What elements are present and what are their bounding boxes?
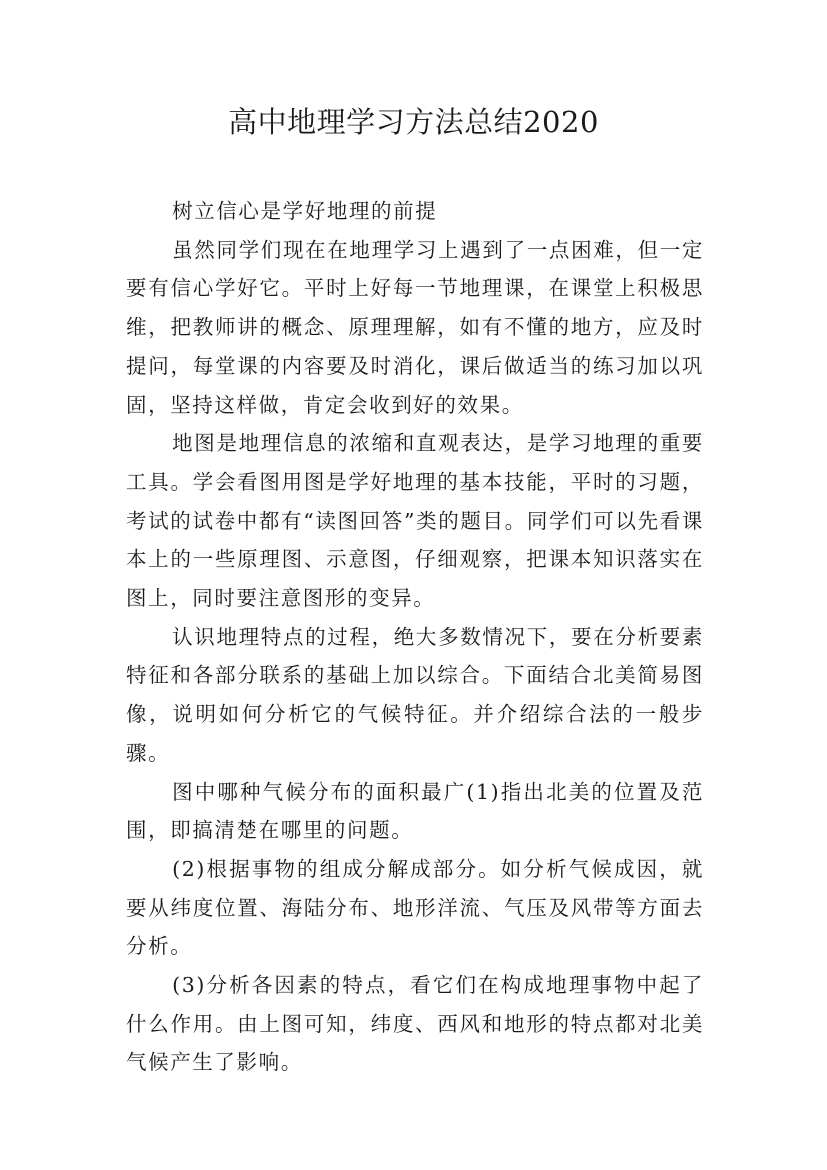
paragraph: (3)分析各因素的特点，看它们在构成地理事物中起了什么作用。由上图可知，纬度、西风和地形的特点都对北美气候产生了影响。 <box>126 973 704 1075</box>
paragraph: 图中哪种气候分布的面积最广(1)指出北美的位置及范围，即搞清楚在哪里的问题。 <box>126 779 704 843</box>
document-title: 高中地理学习方法总结2020 <box>228 105 599 139</box>
paragraph-heading: 树立信心是学好地理的前提 <box>172 199 438 223</box>
paragraph: 虽然同学们现在在地理学习上遇到了一点困难，但一定要有信心学好它。平时上好每一节地理课，在课堂上积极思维，把教师讲的概念、原理理解，如有不懂的地方，应及时提问，每堂课的内容要及时消化，课后做适当的练习加以巩固，坚持这样做，肯定会收到好的效果。 <box>126 237 704 417</box>
paragraph: (2)根据事物的组成分解成部分。如分析气候成因，就要从纬度位置、海陆分布、地形洋流、气压及风带等方面去分析。 <box>126 856 704 959</box>
paragraph: 认识地理特点的过程，绝大多数情况下，要在分析要素特征和各部分联系的基础上加以综合。下面结合北美简易图像，说明如何分析它的气候特征。并介绍综合法的一般步骤。 <box>126 624 704 765</box>
document-body <box>126 192 704 1082</box>
paragraph: 地图是地理信息的浓缩和直观表达，是学习地理的重要工具。学会看图用图是学好地理的基本技能，平时的习题，考试的试卷中都有“读图回答”类的题目。同学们可以先看课本上的一些原理图、示意图，仔细观察，把课本知识落实在图上，同时要注意图形的变异。 <box>126 431 704 611</box>
